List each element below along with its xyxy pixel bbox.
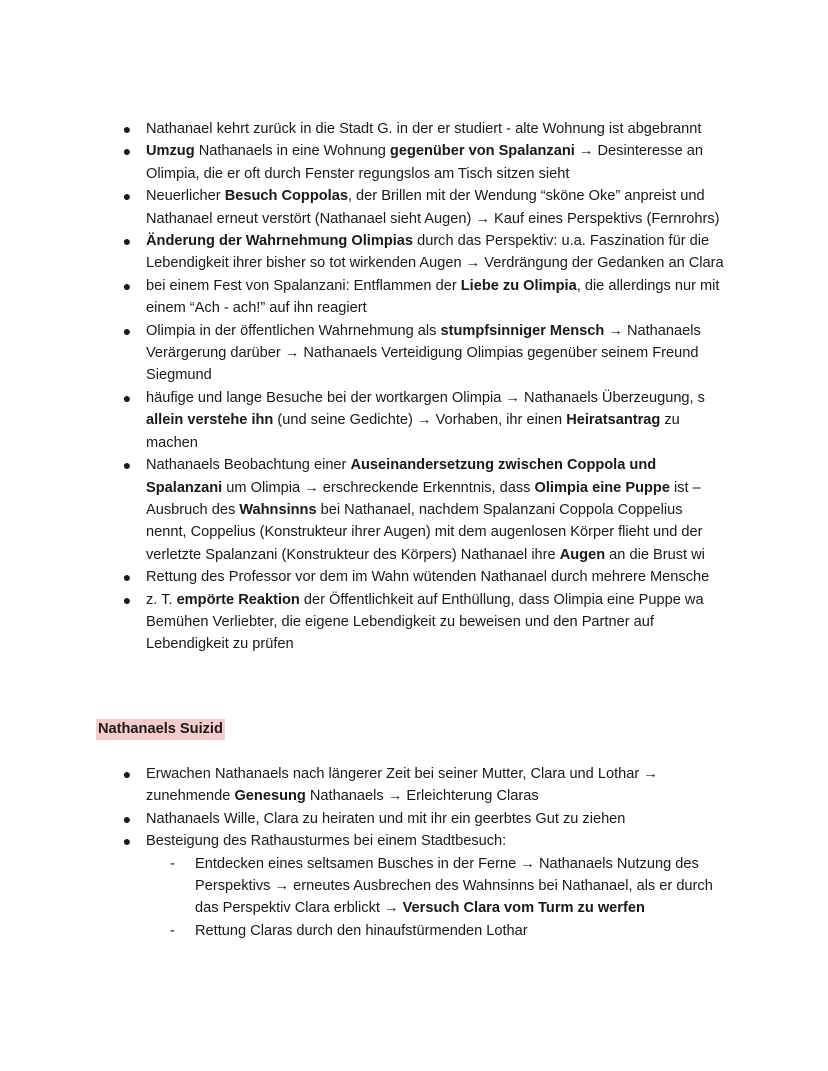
dash-icon: - bbox=[170, 922, 175, 939]
bullet-icon: ● bbox=[122, 188, 132, 205]
bullet-icon: ● bbox=[122, 233, 132, 250]
list-item: ● bei einem Fest von Spalanzani: Entflammen der Liebe zu Olimpia, die allerdings nur mit einem “Ach - ach!” auf ihn reagiert bbox=[0, 275, 728, 320]
sub-list-item: - Rettung Claras durch den hinaufstürmenden Lothar bbox=[0, 920, 725, 942]
bullet-icon: ● bbox=[122, 121, 132, 137]
list-item: ● Umzug Nathanaels in eine Wohnung gegenüber von Spalanzani → Desinteresse an Olimpia, die er oft durch Fenster regungslos am Tisch sitzen sieht bbox=[0, 140, 728, 185]
section-suizid-list bbox=[0, 763, 828, 942]
list-item: ● z. T. empörte Reaktion der Öffentlichkeit auf Enthüllung, dass Olimpia eine Puppe wa Bemühen Verliebter, die eigene Lebendigkeit zu beweisen und den Partner auf Lebendigkeit zu prüfen bbox=[0, 589, 720, 656]
bullet-icon: ● bbox=[122, 143, 132, 160]
bullet-icon: ● bbox=[122, 591, 132, 608]
bullet-icon: ● bbox=[122, 810, 132, 827]
list-item: ● häufige und lange Besuche bei der wortkargen Olimpia → Nathanaels Überzeugung, s allein verstehe ihn (und seine Gedichte) → Vorhaben, ihr einen Heiratsantrag zu machen bbox=[0, 387, 720, 454]
bullet-icon: ● bbox=[122, 457, 132, 474]
bullet-icon: ● bbox=[122, 322, 132, 339]
list-item: ● Neuerlicher Besuch Coppolas, der Brillen mit der Wendung “sköne Oke” anpreist und Nathanael erneut verstört (Nathanael sieht Augen) → Kauf eines Perspektivs (Fernrohrs) bbox=[0, 185, 728, 230]
bullet-icon: ● bbox=[122, 766, 132, 782]
list-item: ● Nathanael kehrt zurück in die Stadt G. in der er studiert - alte Wohnung ist abgebrannt bbox=[0, 118, 728, 140]
list-item: ● Olimpia in der öffentlichen Wahrnehmung als stumpfsinniger Mensch → Nathanaels Verärgerung darüber → Nathanaels Verteidigung Olimpias gegenüber seinem Freund Siegmund bbox=[0, 320, 728, 387]
list-item: ● Erwachen Nathanaels nach längerer Zeit bei seiner Mutter, Clara und Lothar → zunehmende Genesung Nathanaels → Erleichterung Claras bbox=[0, 763, 728, 808]
list-item: ● Änderung der Wahrnehmung Olimpias durch das Perspektiv: u.a. Faszination für die Lebendigkeit ihrer bisher so tot wirkenden Augen → Verdrängung der Gedanken an Clara bbox=[0, 230, 728, 275]
section-heading: Nathanaels Suizid bbox=[96, 719, 225, 740]
bullet-icon: ● bbox=[122, 277, 132, 294]
sub-list-item: - Entdecken eines seltsamen Busches in der Ferne → Nathanaels Nutzung des Perspektivs → erneutes Ausbrechen des Wahnsinns bei Nathanael, als er durch das Perspektiv Clara erblickt → Versuch Clara vom Turm zu werfen bbox=[0, 853, 725, 920]
list-item: ● Nathanaels Beobachtung einer Auseinandersetzung zwischen Coppola und Spalanzani um Olimpia → erschreckende Erkenntnis, dass Olimpia eine Puppe ist – Ausbruch des Wahnsinns bei Nathanael, nachdem Spalanzani Coppola Coppelius nennt, Coppelius (Konstrukteur ihrer Augen) mit dem augenlosen Körper flieht und der verletzte Spalanzani (Konstrukteur des Körpers) Nathanael ihre Augen an die Brust wi bbox=[0, 454, 720, 566]
bullet-icon: ● bbox=[122, 389, 132, 406]
list-item: ● Nathanaels Wille, Clara zu heiraten und mit ihr ein geerbtes Gut zu ziehen bbox=[0, 808, 728, 830]
list-item: ● Besteigung des Rathausturmes bei einem Stadtbesuch: bbox=[0, 830, 728, 852]
section-olimpia-list bbox=[0, 118, 828, 656]
dash-icon: - bbox=[170, 855, 175, 872]
list-item: ● Rettung des Professor vor dem im Wahn wütenden Nathanael durch mehrere Mensche bbox=[0, 566, 720, 588]
bullet-icon: ● bbox=[122, 569, 132, 586]
bullet-icon: ● bbox=[122, 833, 132, 850]
